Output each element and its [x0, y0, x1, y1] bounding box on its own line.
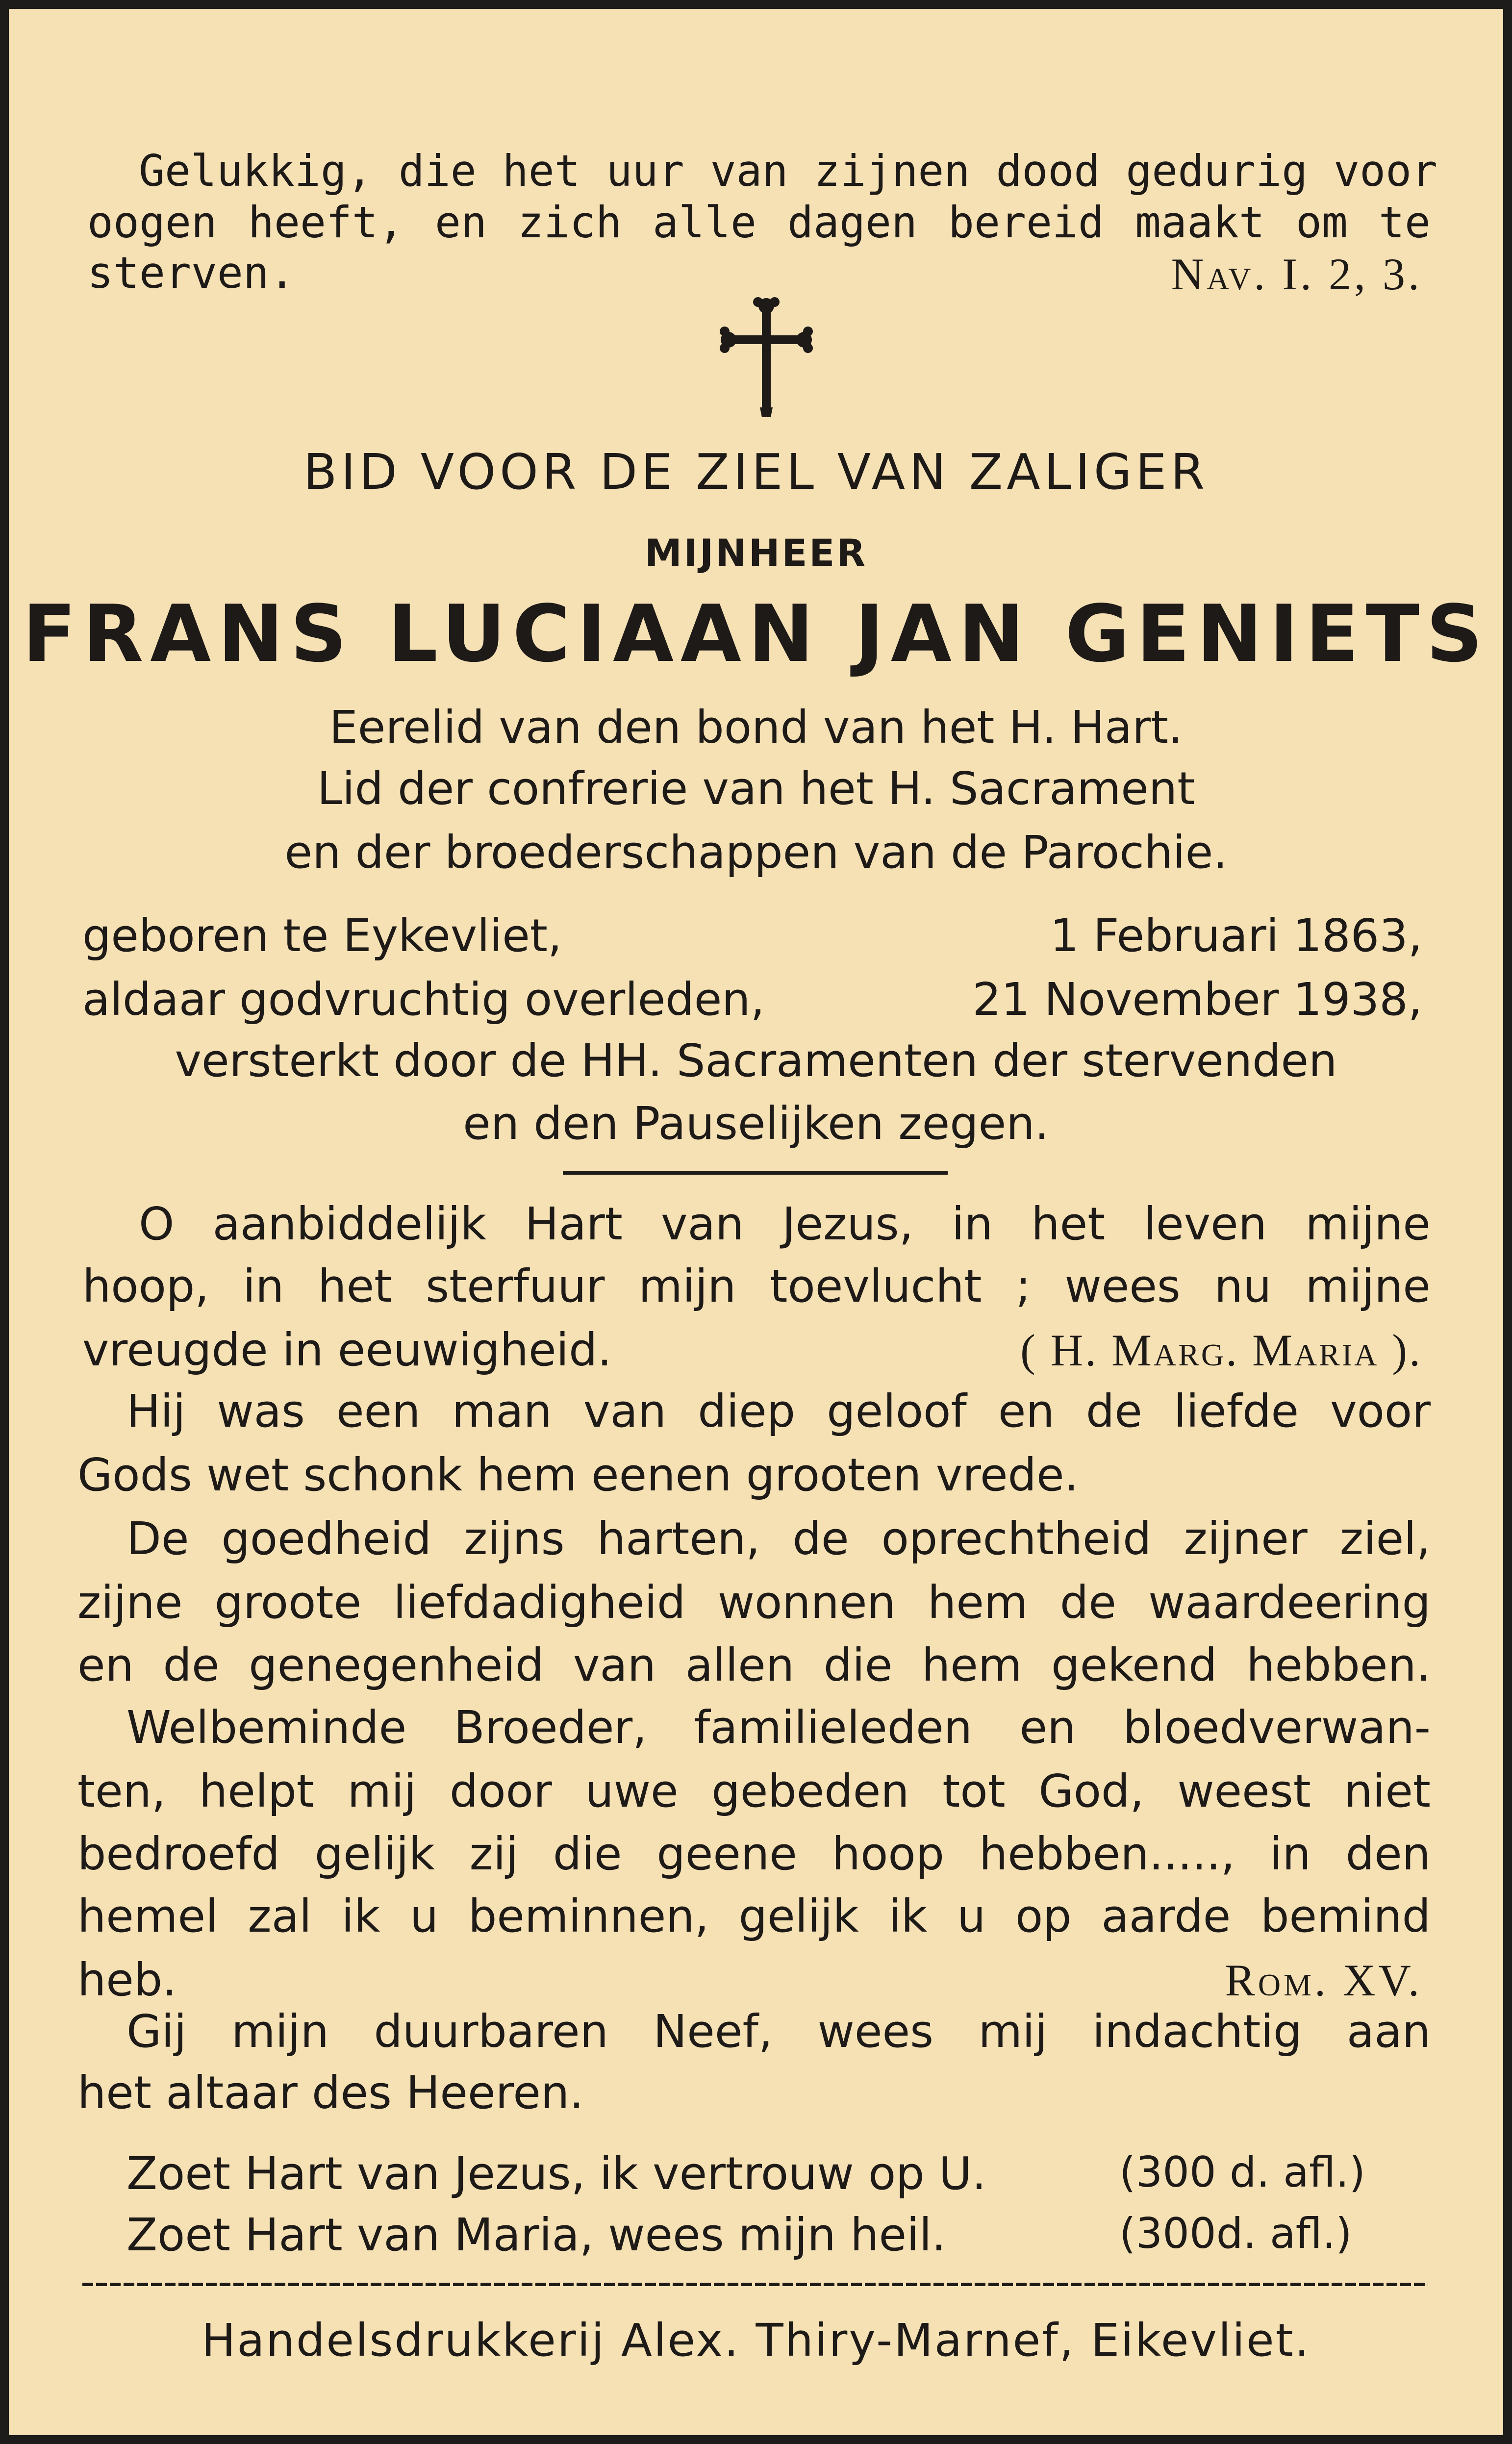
epigraph-line-1: Gelukkig, die het uur van zijnen dood gedurig voor [139, 146, 1438, 196]
birth-place: geboren te Eykevliet, [82, 909, 562, 962]
cross-icon [720, 297, 813, 420]
sacraments-line-1: versterkt door de HH. Sacramenten der stervenden [175, 1034, 1337, 1087]
deceased-name: FRANS LUCIAAN JAN GENIETS [22, 588, 1490, 680]
body-line-1: Hij was een man van diep geloof en de liefde voor [126, 1385, 1431, 1437]
prayer-request-heading: BID VOOR DE ZIEL VAN ZALIGER [303, 443, 1209, 501]
sacraments-line-2: en den Pauselijken zegen. [463, 1097, 1049, 1150]
prayer-line-2: hoop, in het sterfuur mijn toevlucht ; wees nu mijne [82, 1260, 1431, 1312]
epigraph-line-2: oogen heeft, en zich alle dagen bereid maakt om te [87, 197, 1431, 248]
invocation-2-indulgence: (300d. afl.) [1119, 2209, 1352, 2258]
membership-line-2: Lid der confrerie van het H. Sacrament [317, 762, 1195, 815]
body-line-7: ten, helpt mij door uwe gebeden tot God, weest niet [77, 1765, 1431, 1817]
closing-last-word: heb. [77, 1954, 177, 2006]
body-line-4: zijne groote liefdadigheid wonnen hem de waardeering [77, 1576, 1431, 1629]
closing-line-2: het altaar des Heeren. [77, 2066, 584, 2119]
honorific-title: MIJNHEER [645, 531, 867, 575]
invocation-2-text: Zoet Hart van Maria, wees mijn heil. [126, 2209, 946, 2261]
membership-line-3: en der broederschappen van de Parochie. [284, 826, 1228, 879]
printer-imprint: Handelsdrukkerij Alex. Thiry-Marnef, Eikevliet. [202, 2314, 1310, 2367]
membership-line-1: Eerelid van den bond van het H. Hart. [329, 701, 1183, 754]
closing-reference: Rom. XV. [1225, 1955, 1422, 2005]
body-line-9: hemel zal ik u beminnen, gelijk ik u op aarde bemind [77, 1890, 1431, 1942]
memorial-card [9, 9, 1503, 2435]
death-place: aldaar godvruchtig overleden, [82, 973, 765, 1026]
divider [563, 1171, 948, 1175]
body-line-5: en de genegenheid van allen die hem gekend hebben. [77, 1639, 1431, 1691]
prayer-line-1: O aanbiddelijk Hart van Jezus, in het leven mijne [139, 1198, 1431, 1250]
epigraph-line-3: sterven. [87, 248, 295, 298]
birth-date: 1 Februari 1863, [1050, 909, 1422, 962]
body-line-3: De goedheid zijns harten, de oprechtheid zijner ziel, [126, 1512, 1431, 1565]
epigraph-reference: Nav. I. 2, 3. [1171, 249, 1422, 299]
prayer-line-3: vreugde in eeuwigheid. [82, 1324, 612, 1376]
closing-line-1: Gij mijn duurbaren Neef, wees mij indachtig aan [126, 2005, 1431, 2058]
bottom-rule [82, 2283, 1428, 2286]
prayer-reference: ( H. Marg. Maria ). [1020, 1325, 1422, 1375]
death-date: 21 November 1938, [972, 973, 1422, 1026]
invocation-1-indulgence: (300 d. afl.) [1119, 2148, 1366, 2197]
body-line-8: bedroefd gelijk zij die geene hoop hebben....., in den [77, 1828, 1431, 1880]
invocation-1-text: Zoet Hart van Jezus, ik vertrouw op U. [126, 2147, 986, 2200]
body-line-6: Welbeminde Broeder, familieleden en bloedverwan- [126, 1701, 1431, 1754]
body-line-2: Gods wet schonk hem eenen grooten vrede. [77, 1449, 1079, 1501]
